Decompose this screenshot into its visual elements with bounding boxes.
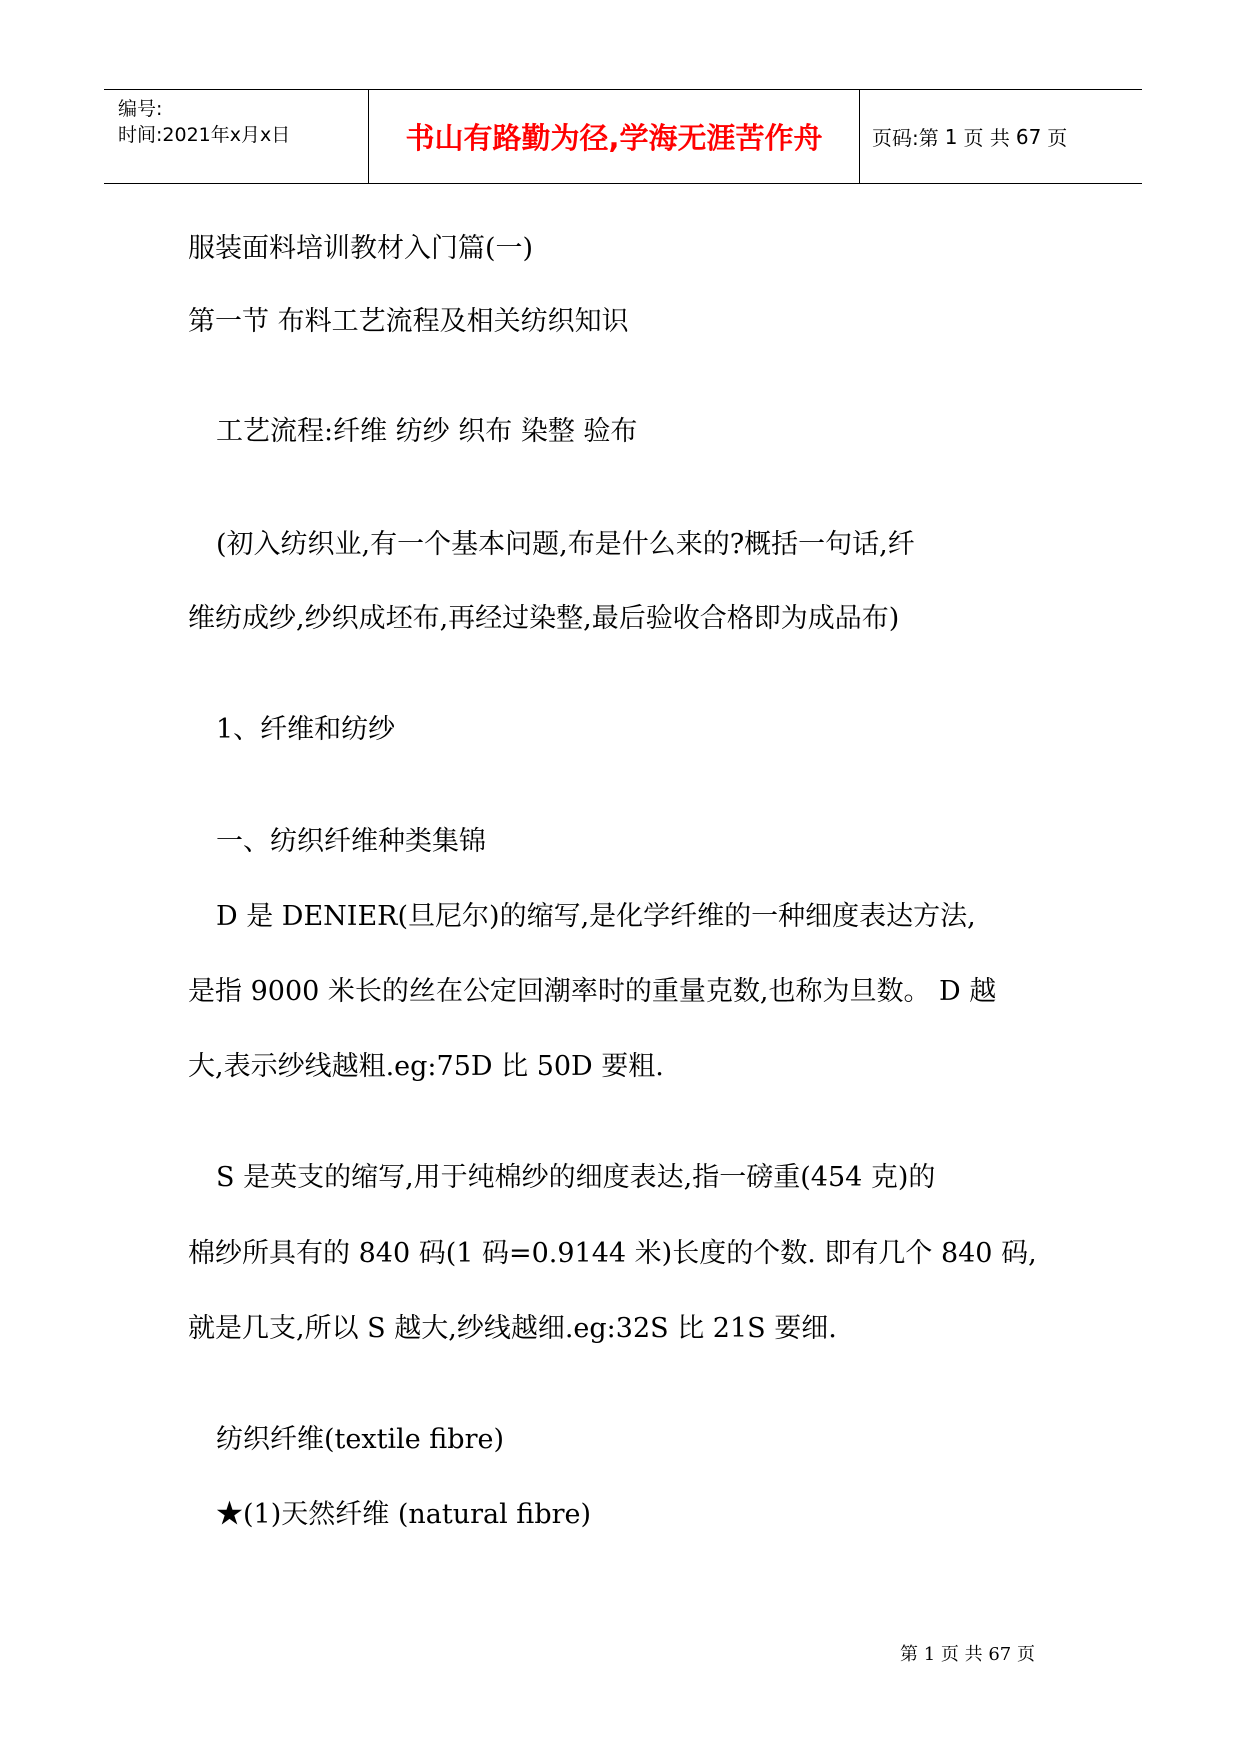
heading-fibre-spinning: 1、纤维和纺纱	[216, 714, 396, 745]
document-number-label: 编号:	[118, 98, 163, 120]
document-title: 服装面料培训教材入门篇(一)	[188, 233, 534, 264]
textile-fibre-heading: 纺织纤维(textile fibre)	[216, 1424, 504, 1455]
denier-line-2: 是指 9000 米长的丝在公定回潮率时的重量克数,也称为旦数。 D 越	[188, 976, 997, 1007]
page-header	[104, 89, 1142, 184]
page-total: 67	[1015, 124, 1042, 149]
intro-line-2: 维纺成纱,纱织成坯布,再经过染整,最后验收合格即为成品布)	[188, 603, 900, 634]
page-mid: 页 共	[963, 126, 1010, 150]
count-line-1: S 是英支的缩写,用于纯棉纱的细度表达,指一磅重(454 克)的	[216, 1162, 936, 1193]
intro-line-1: (初入纺织业,有一个基本问题,布是什么来的?概括一句话,纤	[216, 529, 915, 560]
denier-line-1: D 是 DENIER(旦尼尔)的缩写,是化学纤维的一种细度表达方法,	[216, 901, 976, 932]
page-suffix: 页	[1047, 126, 1068, 150]
page-footer: 第 1 页 共 67 页	[900, 1644, 1035, 1665]
heading-fibre-types: 一、纺织纤维种类集锦	[216, 826, 486, 857]
page-prefix: 页码:第	[872, 126, 939, 150]
header-info-cell	[104, 90, 369, 183]
process-line: 工艺流程:纤维 纺纱 织布 染整 验布	[216, 416, 638, 447]
natural-fibre-heading: ★(1)天然纤维 (natural fibre)	[216, 1499, 592, 1530]
count-line-2: 棉纱所具有的 840 码(1 码=0.9144 米)长度的个数. 即有几个 840 码,	[188, 1238, 1037, 1269]
header-motto: 书山有路勤为径,学海无涯苦作舟	[369, 90, 860, 183]
count-line-3: 就是几支,所以 S 越大,纱线越细.eg:32S 比 21S 要细.	[188, 1313, 837, 1344]
denier-line-3: 大,表示纱线越粗.eg:75D 比 50D 要粗.	[188, 1051, 664, 1082]
document-time: 时间:2021年x月x日	[118, 124, 291, 146]
page-num: 1	[944, 124, 958, 149]
section-heading: 第一节 布料工艺流程及相关纺织知识	[188, 306, 629, 337]
header-page-number	[860, 90, 1142, 183]
